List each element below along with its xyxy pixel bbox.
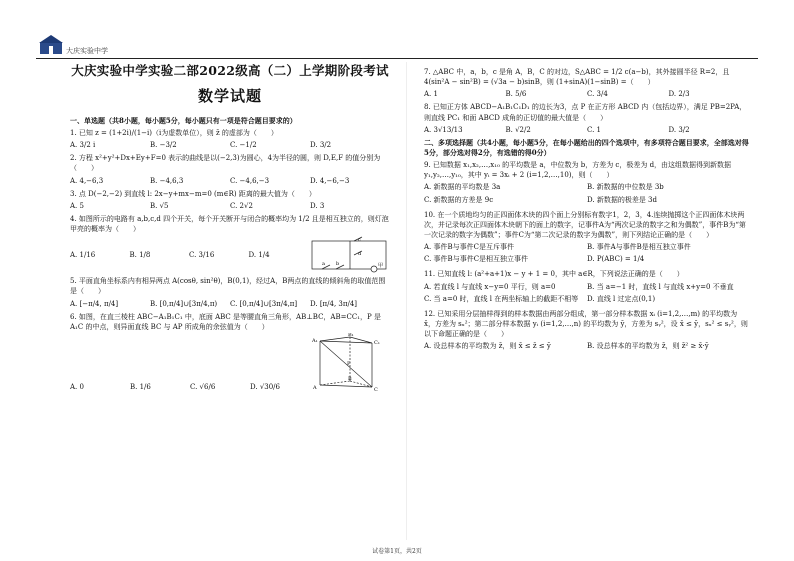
option-a: A. 1 [424, 90, 438, 99]
prism-label-c: C [374, 386, 378, 393]
prism-label-p: P [347, 360, 351, 367]
school-logo-icon [38, 34, 64, 56]
question-4-options [70, 250, 308, 260]
option-a: A. 1/16 [70, 250, 96, 259]
option-d: D. 1/4 [248, 250, 270, 259]
option-a: A. 3/2 i [70, 141, 96, 150]
option-a: A. 4,−6,3 [70, 176, 104, 185]
question-6-row [70, 333, 390, 395]
circuit-diagram [308, 235, 390, 275]
option-b: B. 5/6 [505, 90, 527, 99]
circuit-label-c: c [358, 237, 361, 244]
prism-label-a: A [313, 384, 317, 391]
option-a: A. 新数据的平均数是 3a [424, 183, 501, 192]
option-b: B. 事件A与事件B是相互独立事件 [587, 243, 691, 252]
option-d: D. 新数据的极差是 3d [587, 195, 657, 204]
option-a: A. 0 [70, 382, 84, 391]
question-5: 5. 平面直角坐标系内有相异两点 A(cosθ, sin²θ)，B(0,1)，经过A，B两点的直线的倾斜角的取值范围是（ ） [70, 277, 386, 296]
column-divider [406, 62, 407, 540]
question-9-options [424, 182, 750, 206]
option-b: B. 当 a=−1 时，直线 l 与直线 x+y=0 不垂直 [587, 282, 734, 291]
option-c: C. 当 a=0 时，直线 l 在两坐标轴上的截距不相等 [424, 294, 579, 303]
option-b: B. 设总样本的平均数为 z̄，则 z̄² ≥ x̄·ȳ [587, 342, 709, 351]
question-12: 12. 已知采用分层抽样得到的样本数据由两部分组成，第一部分样本数据 xᵢ (i=1,2,…,m) 的平均数为 x̄，方差为 sₓ²；第二部分样本数据 yᵢ (i=1,2,…,n) 的平均数为 ȳ，方差为 sᵧ²，设 x̄ ≤ ȳ，sₓ² ≤ sᵧ²，则以下命题正确的是（ ） [424, 309, 748, 339]
question-10: 10. 在一个质地均匀的正四面体木块的四个面上分别标有数字1，2，3，4.连续抛掷这个正四面体木块两次，并记录每次正四面体木块朝下的面上的数字，记事件A为“两次记录的数字之和为偶数”，事件B为“第一次记录的数字为偶数”；事件C为“第二次记录的数字为偶数”，则下列结论正确的是（ ） [424, 210, 746, 239]
option-b: B. √5 [150, 201, 169, 210]
option-a: A. 5 [70, 201, 84, 210]
question-3-options [70, 201, 390, 211]
question-6-options [70, 382, 310, 392]
option-b: B. √2/2 [505, 125, 531, 134]
section-1-heading: 一、单选题（共8小题，每小题5分，每小题只有一项是符合题目要求的） [70, 115, 297, 125]
option-c: C. [0,π/4]∪[3π/4,π] [230, 299, 298, 308]
option-a: A. 若直线 l 与直线 x−y=0 平行，则 a=0 [424, 282, 556, 291]
question-7-options [424, 89, 750, 99]
right-column [424, 66, 750, 356]
option-d: D. 3 [310, 201, 325, 210]
option-a: A. [−π/4, π/4] [70, 299, 119, 308]
circuit-label-d: d [358, 251, 362, 258]
question-8-options [424, 125, 750, 135]
question-4: 4. 如图所示的电路有 a,b,c,d 四个开关，每个开关断开与闭合的概率均为 1/2 且是相互独立的，则灯泡甲亮的概率为（ ） [70, 215, 389, 234]
prism-label-c1: C₁ [374, 339, 380, 346]
option-d: D. P(ABC) = 1/4 [587, 255, 645, 264]
option-c: C. −4,6,−3 [230, 176, 270, 185]
option-d: D. 直线 l 过定点(0,1) [587, 294, 656, 303]
exam-title: 大庆实验中学实验二部2022级高（二）上学期阶段考试 [71, 63, 389, 78]
question-2-options [70, 176, 390, 186]
option-c: C. 新数据的方差是 9c [424, 195, 494, 204]
option-b: B. 新数据的中位数是 3b [587, 183, 664, 192]
left-column [70, 63, 390, 395]
section-2-heading: 二、多项选择题（共4小题，每小题5分，在每小题给出的四个选项中，有多项符合题目要求，全部选对得5分，部分选对得2分，有选错的得0分） [424, 137, 749, 157]
option-d: D. √30/6 [250, 382, 280, 391]
question-11: 11. 已知直线 l: (a²+a+1)x − y + 1 = 0，其中 a∈R，下列说法正确的是（ ） [424, 270, 684, 279]
option-a: A. 事件B与事件C是互斥事件 [424, 243, 515, 252]
prism-label-b: B [348, 375, 352, 382]
exam-subtitle: 数学试题 [197, 87, 262, 106]
option-a: A. 设总样本的平均数为 z̄，则 x̄ ≤ z̄ ≤ ȳ [424, 342, 551, 351]
option-d: D. [π/4, 3π/4] [310, 299, 358, 308]
option-c: C. 3/4 [587, 90, 608, 99]
page-footer: 试卷第1页，共2页 [372, 548, 422, 555]
option-b: B. −4,6,3 [150, 176, 184, 185]
option-c: C. √6/6 [190, 382, 216, 391]
question-1: 1. 已知 z = (1+2i)/(1−i)（i为虚数单位），则 z̄ 的虚部为（ ） [70, 129, 278, 138]
question-5-options [70, 299, 390, 309]
option-b: B. 1/6 [130, 382, 151, 391]
question-10-options [424, 242, 750, 266]
question-1-options [70, 140, 390, 150]
option-d: D. 4,−6,−3 [310, 176, 350, 185]
prism-label-b1: B₁ [348, 332, 354, 338]
option-b: B. [0,π/4]∪[3π/4,π) [150, 299, 218, 308]
question-9: 9. 已知数据 x₁,x₂,…,x₁₀ 的平均数是 a，中位数为 b，方差为 c，极差为 d，由这组数据得到新数据 y₁,y₂,…,y₁₀，其中 yᵢ = 3xᵢ + 2 (i=1,2,…,10)，则（ ） [424, 161, 732, 180]
option-a: A. 3√13/13 [424, 125, 463, 134]
option-c: C. 3/16 [189, 250, 215, 259]
option-c: C. 1 [587, 125, 602, 134]
option-c: C. 事件B与事件C是相互独立事件 [424, 255, 529, 264]
option-c: C. 2√2 [230, 201, 253, 210]
option-b: B. −3/2 [150, 141, 177, 150]
question-7: 7. △ABC 中，a，b，c 是角 A，B，C 的对边，S△ABC = 1/2 c(a−b)，其外接圆半径 R=2，且 4(sin²A − sin²B) = (√3a − b)sinB，则 (1+sinA)(1−sinB) =（ ） [424, 68, 730, 87]
header-school-name: 大庆实验中学 [66, 47, 108, 55]
question-12-options [424, 341, 750, 353]
circuit-label-lamp: 甲 [378, 263, 384, 270]
option-d: D. 3/2 [668, 125, 690, 134]
option-d: D. 2/3 [668, 90, 690, 99]
question-11-options [424, 282, 750, 306]
prism-label-a1: A₁ [312, 337, 318, 344]
question-8: 8. 已知正方体 ABCD−A₁B₁C₁D₁ 的边长为3，点 P 在正方形 ABCD 内（包括边界），满足 PB=2PA，则直线 PC₁ 和面 ABCD 成角的正切值的最大值是（ ） [424, 103, 747, 122]
question-2: 2. 方程 x²+y²+Dx+Ey+F=0 表示的曲线是以(−2,3)为圆心，4为半径的圆，则 D,E,F 的值分别为（ ） [70, 154, 381, 173]
question-6: 6. 如图，在直三棱柱 ABC−A₁B₁C₁ 中，底面 ABC 是等腰直角三角形，AB⊥BC，AB=CC₁，P 是 A₁C 的中点，则异面直线 BC 与 AP 所成角的余弦值为（ ） [70, 312, 381, 331]
header-divider [36, 58, 758, 59]
option-b: B. 1/8 [129, 250, 151, 259]
option-d: D. 3/2 [310, 141, 332, 150]
question-4-row [70, 235, 390, 275]
option-c: C. −1/2 [230, 141, 257, 150]
prism-diagram [310, 333, 390, 395]
circuit-label-a: a [322, 261, 325, 268]
circuit-label-b: b [336, 261, 340, 268]
question-3: 3. 点 D(−2,−2) 到直线 l: 2x−y+mx−m=0 (m∈R) 距离的最大值为（ ） [70, 189, 316, 198]
